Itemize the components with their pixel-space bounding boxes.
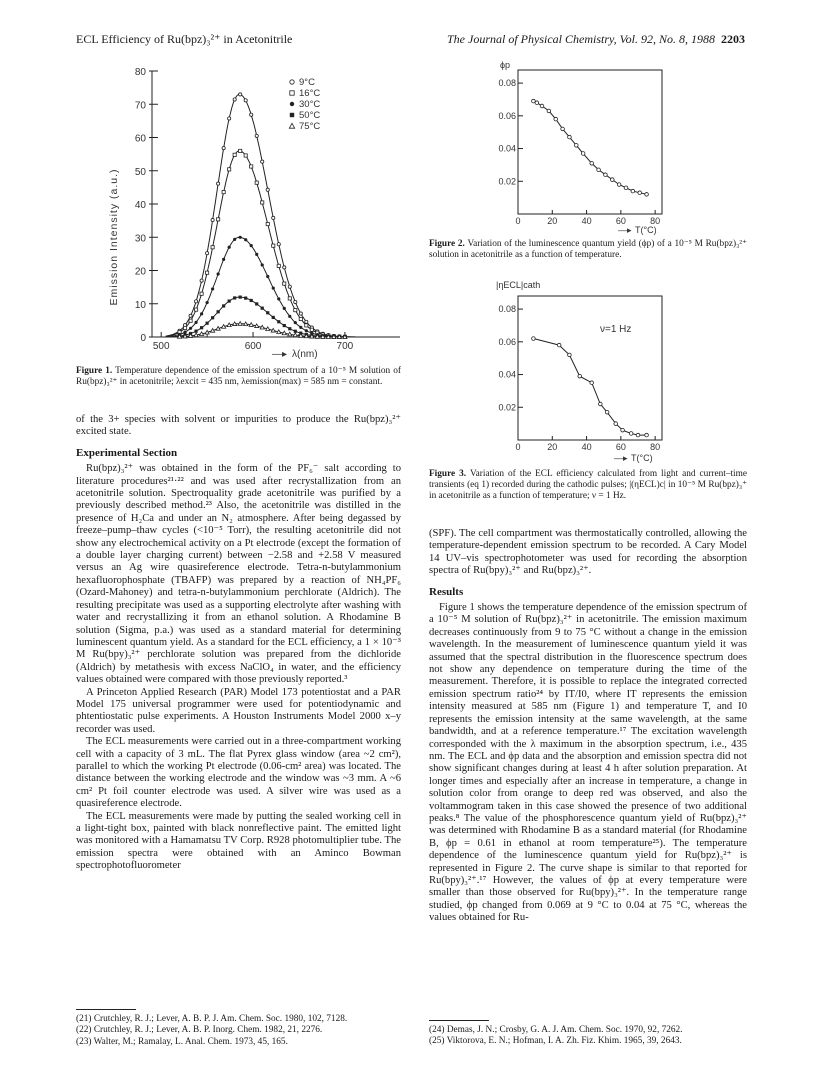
footnote-rule-right [429, 1020, 489, 1021]
page-number: 2203 [721, 32, 745, 46]
figure-1-marker [293, 333, 297, 337]
figure-1-marker [261, 201, 264, 204]
figure-1-marker [266, 222, 269, 225]
figure-2-ylabel: ϕp [500, 60, 511, 70]
figure-1-marker [283, 307, 286, 310]
figure-1-marker [272, 316, 275, 319]
footnote-22: (22) Crutchley, R. J.; Lever, A. B. P. Inorg. Chem. 1982, 21, 2276. [76, 1025, 323, 1036]
figure-1-marker [211, 246, 214, 249]
figure-1-marker [200, 326, 203, 329]
figure-1-y-tick-label: 0 [140, 333, 146, 344]
figure-2-point [645, 193, 649, 197]
figure-3-y-tick-label: 0.04 [498, 369, 516, 380]
figure-1-marker [277, 264, 280, 267]
figure-2-point [590, 161, 594, 165]
figure-1-marker [217, 182, 220, 185]
figure-1-marker [244, 154, 247, 157]
figure-3-xlabel-arrow: —▸ [614, 453, 628, 463]
figure-3-y-tick-label: 0.06 [498, 336, 516, 347]
figure-1-marker [222, 325, 226, 329]
figure-1-marker [288, 297, 291, 300]
figure-1-marker [206, 252, 209, 255]
figure-1-marker [194, 300, 197, 303]
figure-3-y-tick-label: 0.02 [498, 402, 516, 413]
figure-2-point [617, 183, 621, 187]
figure-1-marker [305, 324, 308, 327]
figure-3-point [568, 353, 572, 357]
footnote-21: (21) Crutchley, R. J.; Lever, A. B. P. J. Am. Chem. Soc. 1980, 102, 7128. [76, 1014, 348, 1024]
figure-1-marker [228, 246, 231, 249]
figure-3-x-tick-label: 40 [581, 442, 592, 452]
figure-1-marker [217, 218, 220, 221]
footnote-25: (25) Viktorova, E. N.; Hofman, I. A. Zh. Fiz. Khim. 1965, 39, 2643. [429, 1036, 682, 1047]
figure-1-marker [189, 319, 192, 322]
figure-1-marker [233, 296, 236, 299]
figure-1-caption [76, 366, 401, 388]
figure-1-legend-label: 50°C [299, 110, 321, 121]
figure-1-marker [271, 328, 275, 332]
figure-1-y-tick-label: 10 [134, 299, 146, 311]
figure-1-marker [305, 320, 308, 323]
figure-1-marker [299, 312, 302, 315]
figure-2-point [597, 168, 601, 172]
figure-2-axes [498, 70, 662, 226]
figure-1-chart [100, 55, 430, 365]
figure-3-caption-text: Variation of the ECL efficiency calculated from light and current–time transients (eq 1) recorded during the cathodic pulses; |(ηECL)c| in 10⁻⁵ M Ru(bpz)₃⁺ in acetonitrile as a function of temperature; ν = 1 Hz. [429, 469, 747, 501]
figure-2-point [561, 127, 565, 131]
figure-2-point [547, 109, 551, 113]
figure-1-marker [250, 299, 253, 302]
figure-1-marker [255, 181, 258, 184]
figure-3-axes [498, 296, 662, 452]
figure-1-marker [277, 297, 280, 300]
figure-1-marker [282, 331, 286, 335]
figure-2-point [631, 189, 635, 193]
figure-1-marker [266, 311, 269, 314]
figure-1-legend-marker [290, 102, 294, 106]
figure-1-marker [239, 296, 242, 299]
figure-3-point [598, 402, 602, 406]
figure-1-marker [233, 153, 236, 156]
right-column [429, 528, 747, 925]
figure-1-marker [260, 325, 264, 329]
figure-1-marker [238, 322, 242, 326]
figure-1-marker [200, 279, 203, 282]
figure-1-legend [289, 77, 320, 132]
figure-2-y-tick-label: 0.02 [498, 176, 516, 187]
figure-1-marker [294, 321, 297, 324]
figure-1-marker [228, 117, 231, 120]
figure-1-marker [283, 266, 286, 269]
figure-1-marker [189, 314, 192, 317]
figure-1-marker [299, 326, 302, 329]
figure-1-marker [288, 285, 291, 288]
figure-1-y-tick-label: 40 [134, 200, 146, 211]
figure-1-marker [283, 324, 286, 327]
figure-3-point [645, 433, 649, 437]
figure-1-marker [266, 188, 269, 191]
figure-2-xlabel: T(°C) [635, 225, 657, 235]
figure-1-marker [216, 326, 220, 330]
figure-2-point [535, 101, 539, 105]
figure-1-marker [233, 238, 236, 241]
figure-1-marker [222, 147, 225, 150]
figure-1-y-tick-label: 80 [134, 67, 146, 78]
figure-3-y-tick-label: 0.08 [498, 304, 516, 315]
figure-1-marker [206, 271, 209, 274]
figure-2-y-tick-label: 0.06 [498, 110, 516, 121]
figure-3-point [614, 422, 618, 426]
figure-1-y-tick-label: 70 [134, 100, 146, 112]
figure-1-legend-label: 75°C [299, 121, 321, 132]
figure-1-marker [255, 134, 258, 137]
figure-1-legend-marker [290, 113, 294, 117]
figure-1-marker [239, 93, 242, 96]
figure-1-marker [233, 322, 237, 326]
figure-1-curves [166, 93, 362, 339]
figure-1-marker [288, 315, 291, 318]
figure-1-marker [288, 327, 291, 330]
figure-1-marker [266, 327, 270, 331]
figure-1-marker [310, 328, 313, 331]
figure-2-y-tick-label: 0.04 [498, 143, 516, 154]
figure-1-marker [294, 300, 297, 303]
figure-1-marker [227, 323, 231, 327]
footnotes-right [429, 1025, 749, 1048]
figure-1-marker [272, 216, 275, 219]
figure-2-fit-curve [533, 101, 646, 194]
figure-1-marker [244, 99, 247, 102]
figure-3-ylabel: |ηECL|cath [496, 280, 541, 290]
experimental-paragraph-4: The ECL measurements were made by putting the sealed working cell in a light-tight box, painted with black nonreflective paint. The emitted light was monitored with a Hamamatsu TV Corp. R928 photomultiplier tube. The emission spectra were obtained with an Aminco Bowman spectrophotofluorometer [76, 810, 401, 872]
footnote-rule-left [76, 1009, 136, 1010]
figure-2-xlabel-arrow: —▸ [618, 225, 632, 235]
figure-1-marker [200, 312, 203, 315]
figure-1-marker [261, 160, 264, 163]
figure-1-legend-label: 16°C [299, 88, 321, 99]
figure-1-marker [261, 263, 264, 266]
figure-2-point [604, 173, 608, 177]
figure-1-marker [277, 243, 280, 246]
figure-2-x-tick-label: 20 [547, 216, 558, 226]
figure-2-point [574, 143, 578, 147]
figure-3-xlabel: T(°C) [631, 453, 653, 463]
figure-1-legend-label: 30°C [299, 99, 321, 110]
figure-1-marker [255, 253, 258, 256]
figure-1-marker [239, 149, 242, 152]
figure-1-legend-marker [289, 123, 294, 128]
figure-1-label: Figure 1. [76, 366, 113, 376]
figure-1-caption-text: Temperature dependence of the emission spectrum of a 10⁻⁵ M solution of Ru(bpz)₃²⁺ in acetonitrile; λexcit = 435 nm, λemission(max) = 585 nm = constant. [76, 366, 402, 387]
figure-1-legend-label: 9°C [299, 77, 315, 88]
figure-1-marker [222, 191, 225, 194]
figure-1-marker [261, 307, 264, 310]
figure-2-point [568, 135, 572, 139]
figure-1-ylabel: Emission Intensity (a.u.) [108, 168, 120, 306]
experimental-paragraph-1: Ru(bpz)₃²⁺ was obtained in the form of the PF₆⁻ salt according to literature procedures²¹·²² and was used after recrystallization from an acetonitrile solution. Spectroquality grade acetonitrile was purified by a previously described method.²³ Also, the acetonitrile was distilled in the presence of H₂Ca and under an N₂ atmosphere. After being degassed by freeze–pump–thaw cycles (<10⁻⁵ Torr), the resulting acetonitrile did not show any electrochemical activity on a Pt electrode (except the formation of a double layer charging current) between −2.58 and +2.58 V measured versus an Ag wire quasireference electrode. Tetra-n-butylammonium hexafluorophosphate (TBAFP) was prepared by a reaction of NH₄PF₆ (Ozard-Mahoney) and tetra-n-butylammonium perchlorate (Aldrich). The resulting precipitate was used as a supporting electrolyte after washing with water and recrystallizing it from an ethanol solution. A Rhodamine B solution (Sigma, p.a.) was used as a standard material for determining luminescent quantum yield. As a standard for the ECL efficiency, a 1 × 10⁻³ M Ru(bpy)₃²⁺ perchlorate solution was prepared from the dichloride (Aldrich) by metathesis with excess NaClO₄ in water, and the efficiency values obtained were compared with those previously reported.³ [76, 463, 401, 686]
figure-1-marker [211, 287, 214, 290]
figure-1-marker [239, 236, 242, 239]
left-column [76, 414, 401, 873]
figure-1-y-tick-label: 20 [134, 266, 146, 278]
figure-3-fit-curve [533, 339, 646, 436]
figure-3-annotation: ν=1 Hz [600, 324, 632, 335]
figure-3-point [590, 381, 594, 385]
figure-1-marker [228, 168, 231, 171]
figure-1-marker [194, 308, 197, 311]
figure-1-marker [194, 333, 198, 337]
figure-1-y-tick-label: 30 [134, 233, 146, 245]
figure-3-x-tick-label: 60 [615, 442, 626, 452]
figure-1-legend-marker [290, 91, 294, 95]
figure-3-x-tick-label: 0 [515, 442, 521, 452]
journal-citation: The Journal of Physical Chemistry, Vol. 92, No. 8, 1988 [447, 32, 715, 46]
figure-2-label: Figure 2. [429, 239, 465, 249]
figure-3-point [532, 337, 536, 341]
figure-2-caption [429, 239, 747, 261]
figure-3-chart [482, 276, 682, 464]
figure-2-x-tick-label: 40 [581, 216, 592, 226]
figure-1-marker [233, 98, 236, 101]
experimental-paragraph-3: The ECL measurements were carried out in a three-compartment working cell with a capacity of 3 mL. The flat Pyrex glass window (area ~2 cm²), parallel to which the working Pt electrode (0.06-cm² area) was located. The distance between the working electrode and the window was ~3 mm. A ~6 cm² Pt foil counter electrode was used. A silver wire was used as a quasireference electrode. [76, 736, 401, 810]
figure-3-x-tick-label: 20 [547, 442, 558, 452]
figure-1-marker [255, 324, 259, 328]
figure-2-point [532, 99, 536, 103]
figure-1-marker [244, 238, 247, 241]
figure-3-label: Figure 3. [429, 469, 467, 479]
figure-2-point [581, 152, 585, 156]
figure-1-marker [250, 113, 253, 116]
figure-3-point [629, 432, 633, 436]
figure-3-frame [518, 296, 662, 440]
results-section-title: Results [429, 585, 464, 598]
figure-2-x-tick-label: 0 [515, 216, 521, 226]
figure-1-marker [222, 258, 225, 261]
figure-1-marker [299, 317, 302, 320]
figure-1-x-tick-label: 600 [244, 341, 262, 352]
figure-2-x-tick-label: 80 [650, 216, 661, 226]
figure-3-point [578, 374, 582, 378]
figure-1-marker [244, 322, 248, 326]
figure-2-y-tick-label: 0.08 [498, 78, 516, 89]
figure-1-marker [277, 320, 280, 323]
figure-1-marker [211, 316, 214, 319]
figure-1-marker [255, 302, 258, 305]
figure-1-marker [206, 301, 209, 304]
figure-1-marker [200, 332, 204, 336]
figure-3-caption [429, 469, 747, 502]
figure-3-x-tick-label: 80 [650, 442, 661, 452]
figure-1-marker [305, 329, 308, 332]
figure-1-marker [288, 332, 292, 336]
figure-1-marker [183, 326, 186, 329]
figure-3-point [636, 433, 640, 437]
figure-1-marker [249, 323, 253, 327]
figure-1-marker [250, 165, 253, 168]
figure-1-y-tick-label: 60 [134, 133, 146, 145]
figure-2-points [532, 99, 649, 196]
figure-1-y-tick-label: 50 [134, 166, 146, 178]
running-header-title: ECL Efficiency of Ru(bpz)₃²⁺ in Acetonitrile [76, 32, 293, 46]
figure-2-point [624, 186, 628, 190]
figure-1-marker [189, 327, 192, 330]
figure-2-point [540, 104, 544, 108]
figure-1-legend-marker [290, 80, 294, 84]
figure-1-marker [217, 310, 220, 313]
figure-1-marker [277, 330, 281, 334]
figure-1-marker [206, 322, 209, 325]
footnote-24: (24) Demas, J. N.; Crosby, G. A. J. Am. Chem. Soc. 1970, 92, 7262. [429, 1025, 683, 1035]
figure-1-axes [135, 67, 400, 352]
figure-1-xlabel-arrow: —▸ [272, 349, 288, 360]
right-intro-paragraph: (SPF). The cell compartment was thermostatically controlled, allowing the temperature-dependent emission spectrum to be recorded. A Cary Model 14 UV–vis spectrophotometer was used for recording the absorption spectra of Ru(bpy)₃²⁺ and Ru(bpz)₃²⁺. [429, 528, 747, 577]
figure-2-caption-text: Variation of the luminescence quantum yield (ϕp) of a 10⁻⁵ M Ru(bpz)₃²⁺ solution in acetonitrile as a function of temperature. [429, 239, 748, 260]
figure-1-marker [250, 244, 253, 247]
figure-2-point [610, 178, 614, 182]
footnotes-left [76, 1014, 406, 1048]
left-intro-paragraph: of the 3+ species with solvent or impurities to produce the Ru(bpz)₃²⁺ excited state. [76, 414, 401, 438]
figure-1-marker [211, 328, 215, 332]
results-paragraph-1: Figure 1 shows the temperature dependence of the emission spectrum of a 10⁻⁵ M solution of Ru(bpz)₃²⁺ in acetonitrile. The emission maximum decreases continuously from 9 to 75 °C without a change in the emission wavelength. In the measurement of luminescence quantum yield it was assumed that the spectral distribution in the fluorescence spectrum does not show any dependence on temperature during the time of the measurement. Therefore, it is possible to replace the integrated corrected emission spectrum ratio²⁴ by IT/I0, where IT represents the emission intensity measured at 585 nm (Figure 1) and temperature T, and I0 represents the emission intensity at the same wavelength, at the same bandwidth, and at a reference temperature.¹⁷ The excitation wavelength corresponded with the λ maximum in the absorption spectrum, i.e., 435 nm. The ECL and ϕp data and the absorption and emission spectra did not show significant changes during at least 4 h after solution preparation. At longer times and especially after an increase in temperature, a change in solution color from orange to deep red was observed, and also the voltammogram taken in this case showed the presence of two additional peaks.⁸ The value of the phosphorescence quantum yield of Ru(bpz)₃²⁺ was determined with Rhodamine B as a standard material (for Rhodamine B, ϕp = 0.61 in ethanol at room temperature²⁵). The temperature dependence of the luminescence quantum yield for Ru(bpz)₃²⁺ is represented in Figure 2. The curve shape is similar to that reported for Ru(bpy)₃²⁺.¹⁷ However, the values of ϕp at every temperature were smaller than those observed for Ru(bpy)₃²⁺. In the temperature range studied, ϕp changed from 0.069 at 9 °C to 0.04 at 75 °C, whereas the values obtained for Ru- [429, 602, 747, 924]
figure-3-point [621, 428, 625, 432]
figure-1-marker [283, 282, 286, 285]
figure-1-marker [228, 299, 231, 302]
figure-1-marker [211, 218, 214, 221]
figure-1-marker [272, 286, 275, 289]
figure-1-marker [217, 272, 220, 275]
figure-2-x-tick-label: 60 [615, 216, 626, 226]
figure-1-marker [200, 292, 203, 295]
figure-1-x-tick-label: 700 [336, 341, 354, 352]
figure-1-marker [266, 275, 269, 278]
experimental-paragraph-2: A Princeton Applied Research (PAR) Model 173 potentiostat and a PAR Model 175 universal programmer were used for potentiodynamic and phtentiostatic pulse experiments. A Houston Instruments Model 2000 x–y recorder was used. [76, 686, 401, 735]
figure-1-marker [272, 244, 275, 247]
figure-3-points [532, 337, 649, 437]
figure-1-marker [194, 321, 197, 324]
figure-2-point [638, 191, 642, 195]
running-header-journal [420, 32, 745, 47]
footnote-23: (23) Walter, M.; Ramalay, L. Anal. Chem. 1973, 45, 165. [76, 1036, 288, 1047]
figure-1-marker [205, 330, 209, 334]
figure-1-x-tick-label: 500 [152, 341, 170, 352]
figure-2-chart [482, 56, 682, 236]
experimental-section-title: Experimental Section [76, 446, 178, 459]
figure-1-xlabel: λ(nm) [292, 349, 318, 360]
figure-1-marker [183, 331, 186, 334]
figure-3-point [557, 343, 561, 347]
figure-1-marker [222, 304, 225, 307]
figure-2-point [554, 117, 558, 121]
figure-1-marker [294, 309, 297, 312]
figure-3-point [605, 410, 609, 414]
figure-1-marker [244, 297, 247, 300]
